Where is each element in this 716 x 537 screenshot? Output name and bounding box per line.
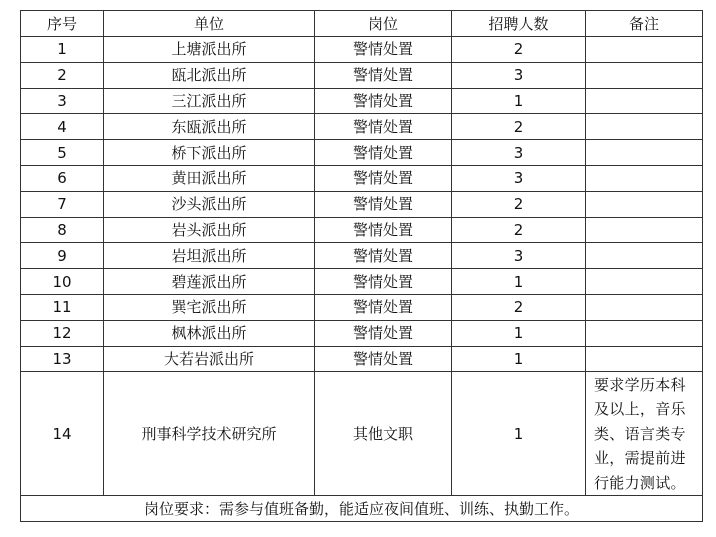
cell-note: 要求学历本科及以上，音乐类、语言类专业，需提前进行能力测试。 bbox=[586, 372, 703, 496]
cell-unit: 黄田派出所 bbox=[104, 165, 315, 191]
cell-note bbox=[586, 88, 703, 114]
cell-no: 7 bbox=[21, 191, 104, 217]
table-row bbox=[21, 269, 703, 295]
cell-note bbox=[586, 37, 703, 63]
cell-note bbox=[586, 243, 703, 269]
cell-count: 2 bbox=[452, 294, 586, 320]
cell-count: 2 bbox=[452, 217, 586, 243]
cell-post: 警情处置 bbox=[315, 243, 452, 269]
cell-post: 警情处置 bbox=[315, 88, 452, 114]
cell-no: 4 bbox=[21, 114, 104, 140]
cell-count: 1 bbox=[452, 88, 586, 114]
table-row bbox=[21, 191, 703, 217]
cell-count: 2 bbox=[452, 114, 586, 140]
cell-unit: 上塘派出所 bbox=[104, 37, 315, 63]
table-row bbox=[21, 320, 703, 346]
header-unit: 单位 bbox=[104, 11, 315, 37]
cell-count: 1 bbox=[452, 269, 586, 295]
table-footer-row bbox=[21, 496, 703, 522]
cell-count: 1 bbox=[452, 320, 586, 346]
cell-post: 警情处置 bbox=[315, 269, 452, 295]
cell-unit: 瓯北派出所 bbox=[104, 62, 315, 88]
table-header-row bbox=[21, 11, 703, 37]
table-row bbox=[21, 88, 703, 114]
cell-unit: 东瓯派出所 bbox=[104, 114, 315, 140]
cell-post: 警情处置 bbox=[315, 37, 452, 63]
cell-no: 13 bbox=[21, 346, 104, 372]
cell-no: 10 bbox=[21, 269, 104, 295]
cell-note bbox=[586, 346, 703, 372]
table-row bbox=[21, 217, 703, 243]
cell-count: 1 bbox=[452, 372, 586, 496]
cell-unit: 沙头派出所 bbox=[104, 191, 315, 217]
cell-unit: 巽宅派出所 bbox=[104, 294, 315, 320]
table-row bbox=[21, 243, 703, 269]
cell-post: 警情处置 bbox=[315, 294, 452, 320]
cell-note bbox=[586, 217, 703, 243]
cell-post: 其他文职 bbox=[315, 372, 452, 496]
cell-count: 3 bbox=[452, 140, 586, 166]
cell-note bbox=[586, 320, 703, 346]
cell-note bbox=[586, 165, 703, 191]
cell-no: 8 bbox=[21, 217, 104, 243]
cell-note bbox=[586, 191, 703, 217]
cell-post: 警情处置 bbox=[315, 191, 452, 217]
table-row bbox=[21, 140, 703, 166]
header-no: 序号 bbox=[21, 11, 104, 37]
cell-no: 3 bbox=[21, 88, 104, 114]
cell-post: 警情处置 bbox=[315, 165, 452, 191]
cell-count: 3 bbox=[452, 165, 586, 191]
cell-post: 警情处置 bbox=[315, 217, 452, 243]
cell-note bbox=[586, 294, 703, 320]
cell-count: 3 bbox=[452, 243, 586, 269]
cell-unit: 岩坦派出所 bbox=[104, 243, 315, 269]
table-row bbox=[21, 294, 703, 320]
cell-count: 1 bbox=[452, 346, 586, 372]
cell-post: 警情处置 bbox=[315, 62, 452, 88]
cell-no: 9 bbox=[21, 243, 104, 269]
cell-count: 2 bbox=[452, 191, 586, 217]
header-note: 备注 bbox=[586, 11, 703, 37]
table-row bbox=[21, 114, 703, 140]
recruitment-table bbox=[20, 10, 703, 522]
table-row bbox=[21, 62, 703, 88]
cell-unit: 三江派出所 bbox=[104, 88, 315, 114]
header-post: 岗位 bbox=[315, 11, 452, 37]
cell-unit: 碧莲派出所 bbox=[104, 269, 315, 295]
header-count: 招聘人数 bbox=[452, 11, 586, 37]
cell-no: 11 bbox=[21, 294, 104, 320]
cell-unit: 刑事科学技术研究所 bbox=[104, 372, 315, 496]
cell-count: 3 bbox=[452, 62, 586, 88]
table-row bbox=[21, 346, 703, 372]
cell-unit: 大若岩派出所 bbox=[104, 346, 315, 372]
cell-note bbox=[586, 140, 703, 166]
cell-no: 6 bbox=[21, 165, 104, 191]
cell-unit: 桥下派出所 bbox=[104, 140, 315, 166]
cell-post: 警情处置 bbox=[315, 114, 452, 140]
cell-count: 2 bbox=[452, 37, 586, 63]
cell-no: 2 bbox=[21, 62, 104, 88]
cell-note bbox=[586, 62, 703, 88]
table-row bbox=[21, 37, 703, 63]
cell-post: 警情处置 bbox=[315, 346, 452, 372]
cell-note bbox=[586, 269, 703, 295]
cell-no: 14 bbox=[21, 372, 104, 496]
cell-post: 警情处置 bbox=[315, 140, 452, 166]
cell-post: 警情处置 bbox=[315, 320, 452, 346]
post-requirements: 岗位要求：需参与值班备勤，能适应夜间值班、训练、执勤工作。 bbox=[21, 496, 703, 522]
table-row bbox=[21, 165, 703, 191]
cell-no: 1 bbox=[21, 37, 104, 63]
cell-unit: 枫林派出所 bbox=[104, 320, 315, 346]
cell-unit: 岩头派出所 bbox=[104, 217, 315, 243]
cell-note bbox=[586, 114, 703, 140]
cell-no: 12 bbox=[21, 320, 104, 346]
table-row bbox=[21, 372, 703, 496]
cell-no: 5 bbox=[21, 140, 104, 166]
